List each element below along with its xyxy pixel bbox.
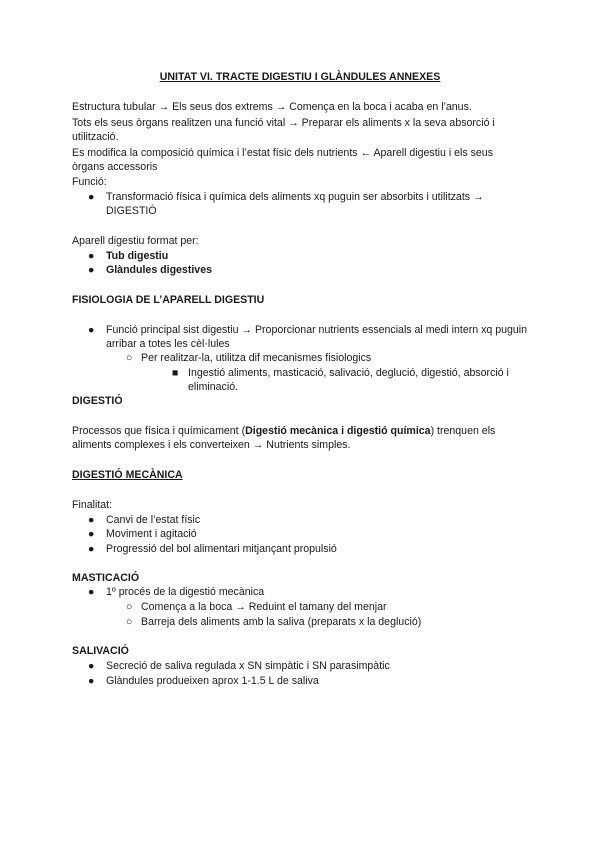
list-item bbox=[88, 659, 528, 673]
bullet-icon: ● bbox=[88, 528, 95, 540]
list-item-text: Comença a la boca → Reduint el tamany del menjar bbox=[141, 601, 387, 613]
circle-bullet-icon: ○ bbox=[126, 352, 133, 364]
finalitat-label: Finalitat: bbox=[72, 499, 113, 511]
list-item bbox=[88, 674, 528, 688]
intro-line-2: Tots els seus òrgans realitzen una funció vital → Preparar els aliments x la seva absorció i utilització. bbox=[72, 117, 495, 144]
list-item-text: Progressió del bol alimentari mitjançant propulsió bbox=[106, 543, 337, 555]
circle-bullet-icon: ○ bbox=[126, 601, 133, 613]
intro-line-1: Estructura tubular → Els seus dos extrems → Comença en la boca i acaba en l’anus. bbox=[72, 101, 472, 113]
list-item-text: Transformació física i química dels aliments xq puguin ser absorbits i utilitzats → DIGESTIÓ bbox=[106, 191, 484, 218]
digestio-text-pre: Processos que física i químicament ( bbox=[72, 425, 246, 437]
list-item bbox=[88, 542, 528, 556]
list-item bbox=[88, 585, 528, 599]
format-label: Aparell digestiu format per: bbox=[72, 235, 199, 247]
list-item-text: Barreja dels aliments amb la saliva (preparats x la deglució) bbox=[141, 616, 422, 628]
list-item-text: Glàndules digestives bbox=[106, 264, 212, 276]
list-item bbox=[88, 323, 528, 352]
bullet-icon: ● bbox=[88, 250, 95, 262]
page-title: UNITAT VI. TRACTE DIGESTIU I GLÀNDULES ANNEXES bbox=[159, 71, 441, 83]
digestio-text-bold: Digestió mecànica i digestió química bbox=[245, 425, 431, 437]
section-heading-masticacio: MASTICACIÓ bbox=[72, 572, 140, 584]
bullet-icon: ● bbox=[88, 264, 95, 276]
list-item bbox=[126, 351, 528, 365]
list-item bbox=[88, 513, 528, 527]
list-item-text: Per realitzar-la, utilitza dif mecanismes fisiologics bbox=[141, 352, 372, 364]
square-bullet-icon: ■ bbox=[172, 367, 179, 379]
list-item-text: 1º procés de la digestió mecànica bbox=[106, 586, 265, 598]
list-item bbox=[88, 190, 528, 219]
digestio-paragraph bbox=[72, 424, 528, 453]
list-item-text: Funció principal sist digestiu → Proporcionar nutrients essencials al medi intern xq puguin arribar a totes les cèl·lules bbox=[106, 324, 528, 351]
intro-line-4: Funció: bbox=[72, 176, 107, 188]
bullet-icon: ● bbox=[88, 675, 95, 687]
section-heading-digestio: DIGESTIÓ bbox=[72, 395, 123, 407]
section-heading-mecanica: DIGESTIÓ MECÀNICA bbox=[72, 469, 183, 481]
list-item-text: Canvi de l’estat físic bbox=[106, 514, 201, 526]
list-item-text: Tub digestiu bbox=[106, 250, 169, 262]
list-item-text: Moviment i agitació bbox=[106, 528, 197, 540]
bullet-icon: ● bbox=[88, 324, 95, 336]
circle-bullet-icon: ○ bbox=[126, 616, 133, 628]
digestio-text-post: ) trenquen els aliments complexes i els converteixen → Nutrients simples. bbox=[72, 425, 496, 452]
bullet-icon: ● bbox=[88, 586, 95, 598]
list-item bbox=[88, 527, 528, 541]
bullet-icon: ● bbox=[88, 543, 95, 555]
list-item-text: Ingestió aliments, masticació, salivació, deglució, digestió, absorció i eliminació. bbox=[188, 367, 509, 394]
list-item-text: Glàndules produeixen aprox 1-1.5 L de saliva bbox=[106, 675, 319, 687]
section-heading-fisiologia: FISIOLOGIA DE L’APARELL DIGESTIU bbox=[72, 294, 265, 306]
bullet-icon: ● bbox=[88, 191, 95, 203]
bullet-icon: ● bbox=[88, 514, 95, 526]
intro-line-3: Es modifica la composició química i l’estat físic dels nutrients ← Aparell digestiu i els seus òrgans accessoris bbox=[72, 147, 493, 174]
list-item bbox=[88, 249, 528, 263]
bullet-icon: ● bbox=[88, 660, 95, 672]
list-item bbox=[126, 600, 528, 614]
list-item-text: Secreció de saliva regulada x SN simpàtic i SN parasimpàtic bbox=[106, 660, 390, 672]
list-item bbox=[126, 615, 528, 629]
section-heading-salivacio: SALIVACIÓ bbox=[72, 645, 129, 657]
list-item bbox=[88, 263, 528, 277]
list-item bbox=[172, 366, 528, 395]
